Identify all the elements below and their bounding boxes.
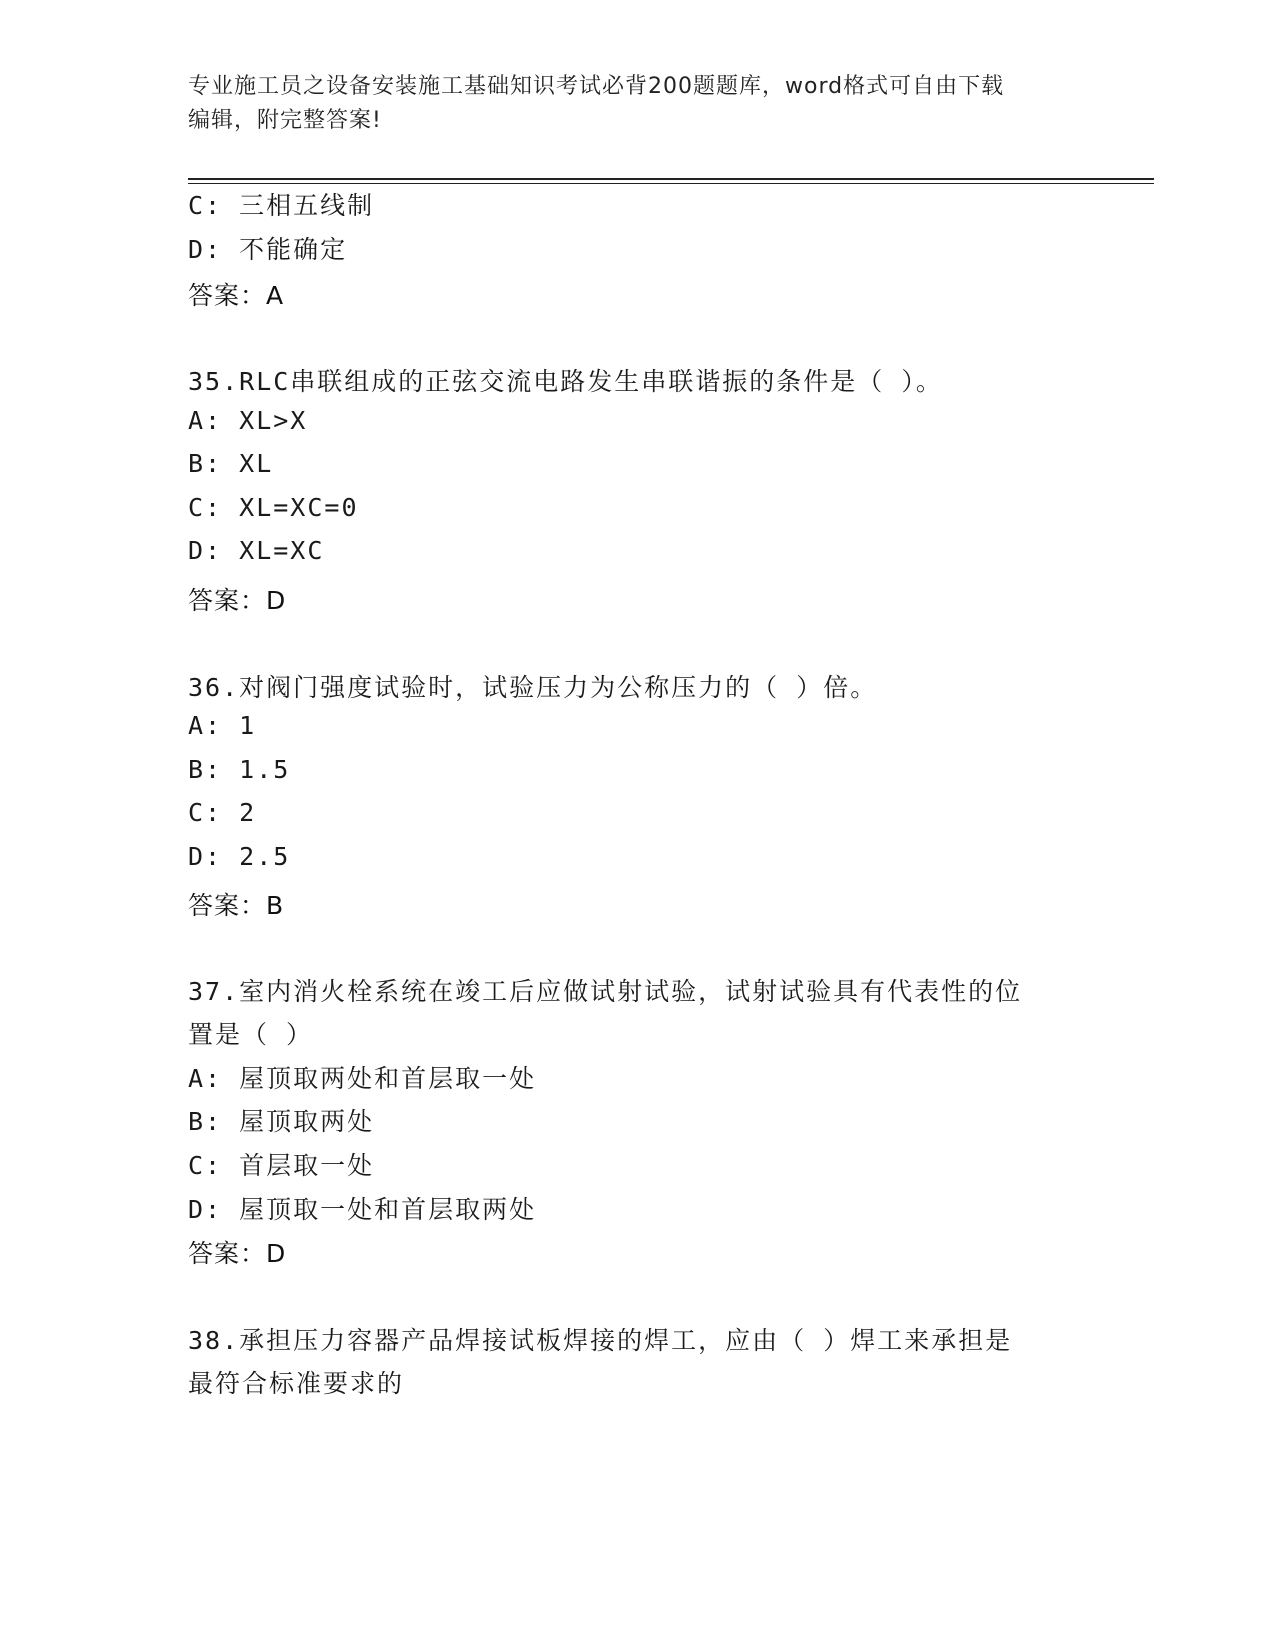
q36-option-d: D: 2.5 [188, 842, 291, 871]
q35-option-c: C: XL=XC=0 [188, 493, 359, 522]
q35-option-b: B: XL [188, 449, 274, 478]
q35-option-d: D: XL=XC [188, 536, 325, 565]
q37-option-c: C: 首层取一处 [188, 1151, 375, 1180]
header-divider-thick [188, 178, 1154, 180]
q35-option-a: A: XL>X [188, 406, 308, 435]
q37-option-d: D: 屋顶取一处和首层取两处 [188, 1195, 537, 1224]
q38-stem-line-1: 38.承担压力容器产品焊接试板焊接的焊工，应由（ ）焊工来承担是 [188, 1326, 1013, 1355]
q34-option-c: C: 三相五线制 [188, 191, 375, 220]
q35-stem: 35.RLC串联组成的正弦交流电路发生串联谐振的条件是（ ）。 [188, 367, 943, 396]
header-divider-thin [188, 183, 1154, 184]
q37-answer: 答案：D [188, 1239, 287, 1268]
q36-stem: 36.对阀门强度试验时，试验压力为公称压力的（ ）倍。 [188, 673, 878, 702]
q37-stem-line-2: 置是（ ） [188, 1020, 314, 1049]
q37-stem-line-1: 37.室内消火栓系统在竣工后应做试射试验，试射试验具有代表性的位 [188, 977, 1023, 1006]
q37-option-a: A: 屋顶取两处和首层取一处 [188, 1064, 537, 1093]
q34-option-d: D: 不能确定 [188, 235, 348, 264]
header-title-line-2: 编辑，附完整答案! [188, 108, 382, 133]
header-title-line-1: 专业施工员之设备安装施工基础知识考试必背200题题库，word格式可自由下载 [188, 74, 1005, 99]
q36-option-b: B: 1.5 [188, 755, 291, 784]
q36-option-c: C: 2 [188, 798, 257, 827]
q36-option-a: A: 1 [188, 711, 257, 740]
q36-answer: 答案：B [188, 891, 285, 920]
q34-answer: 答案：A [188, 281, 285, 310]
q35-answer: 答案：D [188, 586, 287, 615]
q37-option-b: B: 屋顶取两处 [188, 1107, 375, 1136]
q38-stem-line-2: 最符合标准要求的 [188, 1369, 405, 1398]
document-header [188, 70, 1088, 138]
